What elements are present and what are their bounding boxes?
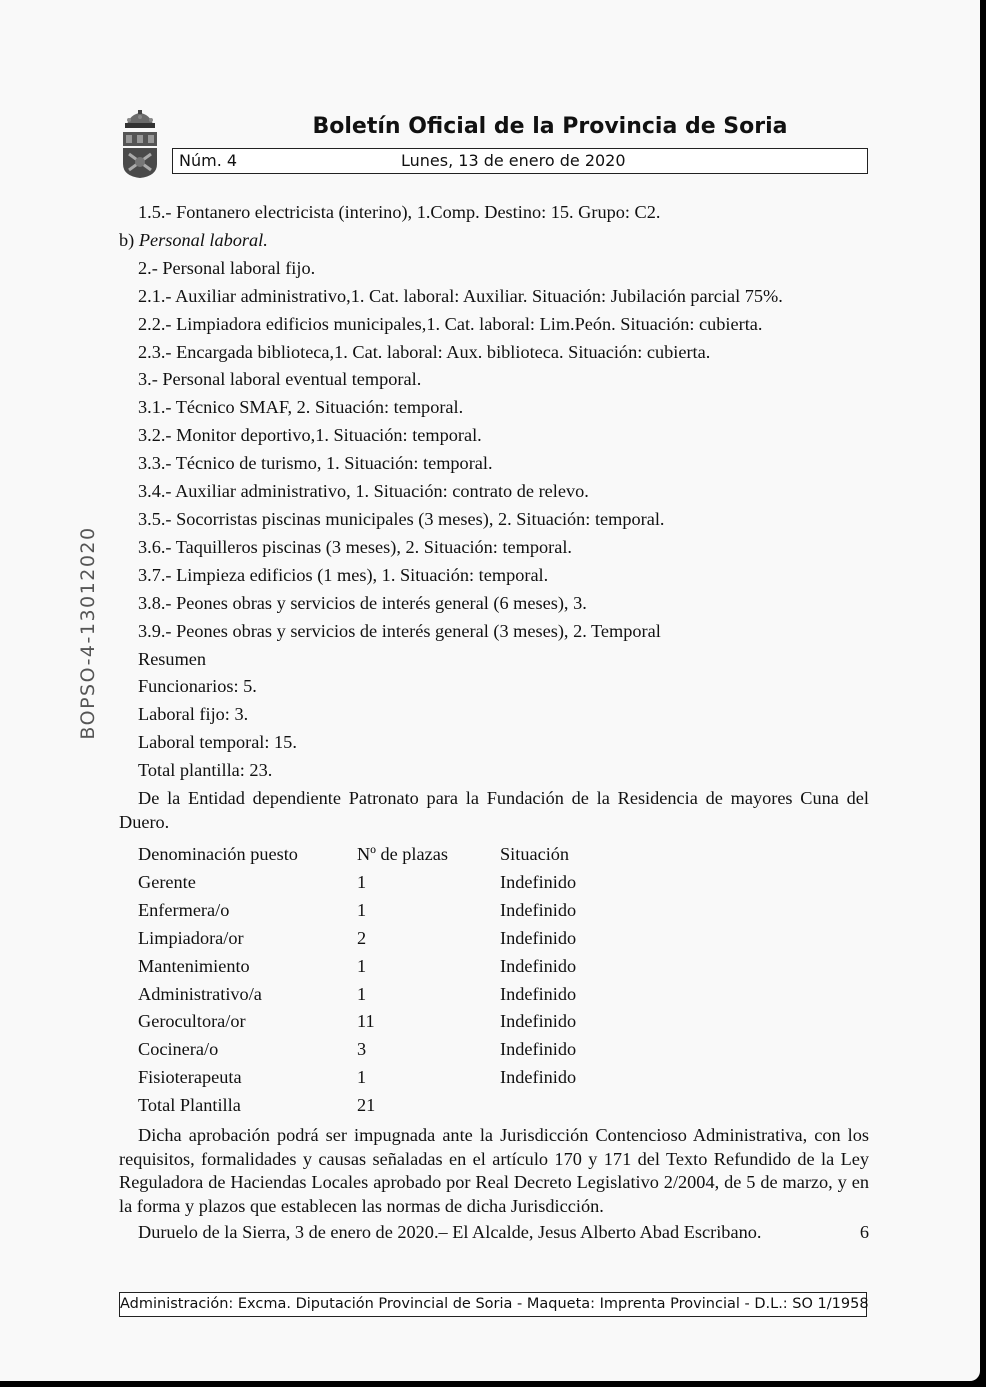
cell-status: Indefinido	[500, 955, 577, 976]
cell-total-count: 21	[357, 1095, 376, 1116]
table-row	[138, 981, 576, 1009]
table-row	[138, 1036, 576, 1064]
cell-count: 2	[357, 927, 367, 948]
column-header: Situación	[500, 844, 570, 865]
table-header-row	[138, 841, 576, 869]
cell-total-status	[500, 1092, 576, 1120]
reference-number: 6	[859, 1222, 869, 1243]
list-item: Total plantilla: 23.	[138, 760, 273, 781]
cell-count: 1	[357, 955, 367, 976]
footer-bar: Administración: Excma. Diputación Provincial de Soria - Maqueta: Imprenta Provincial - D.L.: SO 1/1958	[119, 1292, 867, 1317]
cell-position: Enfermera/o	[138, 899, 230, 920]
issue-date: Lunes, 13 de enero de 2020	[401, 151, 626, 170]
cell-status: Indefinido	[500, 899, 577, 920]
cell-status: Indefinido	[500, 1039, 577, 1060]
entity-paragraph: De la Entidad dependiente Patronato para la Fundación de la Residencia de mayores Cuna del Duero.	[119, 788, 869, 832]
table-row	[138, 953, 576, 981]
list-item: 3.9.- Peones obras y servicios de interés general (3 meses), 2. Temporal	[138, 620, 661, 641]
table-row	[138, 1064, 576, 1092]
cell-count: 1	[357, 899, 367, 920]
issue-bar	[172, 148, 868, 174]
list-item: 2.2.- Limpiadora edificios municipales,1. Cat. laboral: Lim.Peón. Situación: cubierta.	[138, 313, 763, 334]
document-body	[119, 199, 869, 1247]
cell-status: Indefinido	[500, 1011, 577, 1032]
table-row	[138, 1008, 576, 1036]
cell-status: Indefinido	[500, 1067, 577, 1088]
table-row	[138, 869, 576, 897]
list-item: 2.3.- Encargada biblioteca,1. Cat. laboral: Aux. biblioteca. Situación: cubierta.	[138, 341, 711, 362]
list-item: Laboral fijo: 3.	[138, 704, 249, 725]
coat-of-arms-icon	[121, 110, 159, 178]
cell-status: Indefinido	[500, 983, 577, 1004]
list-item: 3.7.- Limpieza edificios (1 mes), 1. Situación: temporal.	[138, 564, 549, 585]
cell-position: Cocinera/o	[138, 1039, 219, 1060]
intro-line: 1.5.- Fontanero electricista (interino), 1.Comp. Destino: 15. Grupo: C2.	[138, 202, 661, 222]
section-b-label: Personal laboral.	[138, 229, 268, 250]
cell-total-label: Total Plantilla	[138, 1095, 241, 1116]
list-item: Laboral temporal: 15.	[138, 732, 297, 753]
cell-count: 1	[357, 871, 367, 892]
list-item: 3.1.- Técnico SMAF, 2. Situación: temporal.	[138, 397, 464, 418]
list-item: 3.- Personal laboral eventual temporal.	[138, 369, 422, 390]
closing-paragraph: Dicha aprobación podrá ser impugnada ante la Jurisdicción Contencioso Administrativa, con los requisitos, formalidades y causas señaladas en el artículo 170 y 171 del Texto Refundido de la Ley Reguladora de Haciendas Locales aprobado por Real Decreto Legislativo 2/2004, de 5 de marzo, y en la forma y plazos que establecen las normas de dicha Jurisdicción.	[119, 1125, 869, 1216]
list-item: Funcionarios: 5.	[138, 676, 257, 697]
section-b-heading: b) Personal laboral.	[119, 229, 268, 250]
cell-position: Fisioterapeuta	[138, 1067, 242, 1088]
cell-count: 11	[357, 1011, 375, 1032]
cell-count: 1	[357, 983, 367, 1004]
cell-position: Gerocultora/or	[138, 1011, 246, 1032]
list-item: 3.3.- Técnico de turismo, 1. Situación: temporal.	[138, 453, 493, 474]
cell-position: Administrativo/a	[138, 983, 262, 1004]
list-item: 3.4.- Auxiliar administrativo, 1. Situación: contrato de relevo.	[138, 481, 589, 502]
table-total-row	[138, 1092, 576, 1120]
column-header: Denominación puesto	[138, 844, 298, 865]
cell-status: Indefinido	[500, 871, 577, 892]
list-item: 3.2.- Monitor deportivo,1. Situación: temporal.	[138, 425, 482, 446]
staff-table	[138, 841, 576, 1120]
list-item: Resumen	[138, 648, 207, 669]
cell-status: Indefinido	[500, 927, 577, 948]
table-row	[138, 925, 576, 953]
sidebar-code: BOPSO-4-13012020	[77, 526, 99, 740]
signature-text: Duruelo de la Sierra, 3 de enero de 2020.– El Alcalde, Jesus Alberto Abad Escribano.	[138, 1222, 762, 1243]
column-header: Nº de plazas	[357, 844, 448, 865]
list-item: 3.5.- Socorristas piscinas municipales (3 meses), 2. Situación: temporal.	[138, 508, 665, 529]
table-row	[138, 897, 576, 925]
cell-position: Gerente	[138, 871, 196, 892]
issue-number: Núm. 4	[179, 151, 238, 170]
list-item: 2.- Personal laboral fijo.	[138, 257, 316, 278]
cell-count: 1	[357, 1067, 367, 1088]
cell-position: Mantenimiento	[138, 955, 250, 976]
cell-count: 3	[357, 1039, 367, 1060]
list-item: 3.6.- Taquilleros piscinas (3 meses), 2. Situación: temporal.	[138, 536, 573, 557]
bulletin-title: Boletín Oficial de la Provincia de Soria	[312, 114, 788, 139]
cell-position: Limpiadora/or	[138, 927, 244, 948]
signature-line	[119, 1219, 869, 1247]
list-item: 2.1.- Auxiliar administrativo,1. Cat. laboral: Auxiliar. Situación: Jubilación parcial 75%.	[138, 285, 783, 306]
list-item: 3.8.- Peones obras y servicios de interés general (6 meses), 3.	[138, 592, 587, 613]
